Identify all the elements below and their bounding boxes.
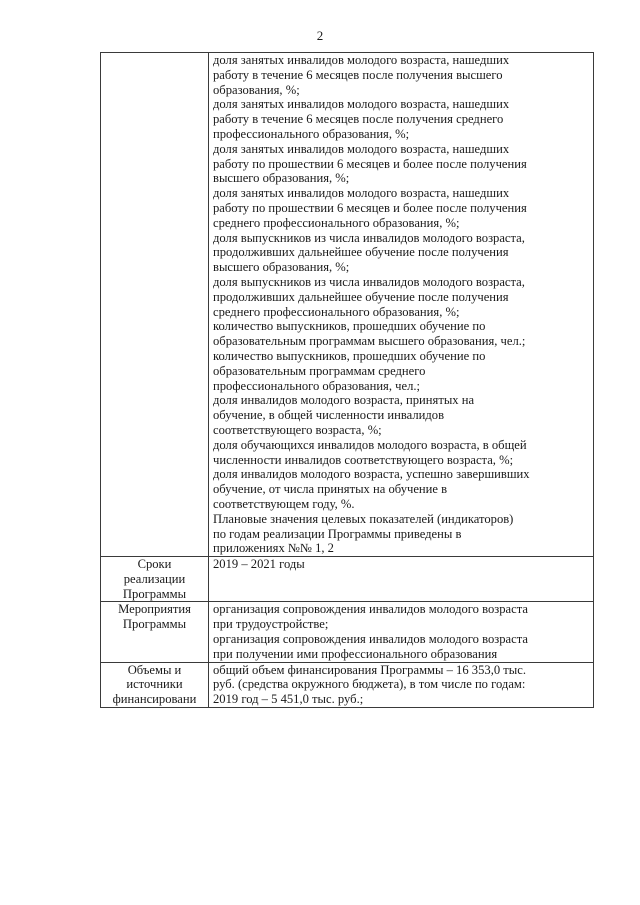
table-row-indicators: [101, 53, 594, 557]
indicator-line: доля выпускников из числа инвалидов молодого возраста,: [213, 230, 525, 245]
indicator-line: профессионального образования, чел.;: [213, 378, 420, 393]
indicators-label-cell: [101, 53, 209, 557]
indicator-line: соответствующего возраста, %;: [213, 422, 382, 437]
dates-label-cell: [101, 557, 209, 602]
indicator-line: доля выпускников из числа инвалидов молодого возраста,: [213, 274, 525, 289]
dates-label-line: Программы: [122, 586, 187, 601]
indicator-line: доля занятых инвалидов молодого возраста, нашедших: [213, 186, 510, 201]
indicator-line: образовательным программам высшего образования, чел.;: [213, 334, 526, 349]
indicator-line: доля занятых инвалидов молодого возраста, нашедших: [213, 53, 510, 67]
indicator-line: профессионального образования, %;: [213, 126, 410, 141]
indicator-line: продолживших дальнейшее обучение после получения: [213, 289, 509, 304]
indicator-line: продолживших дальнейшее обучение после получения: [213, 245, 509, 260]
indicator-line: работу в течение 6 месяцев после получения среднего: [213, 112, 504, 127]
indicators-content-cell: [209, 53, 594, 557]
events-line: при трудоустройстве;: [213, 617, 329, 632]
events-content-cell: [209, 602, 594, 662]
finance-line: общий объем финансирования Программы – 16 353,0 тыс.: [213, 662, 526, 677]
indicator-line: обучение, от числа принятых на обучение в: [213, 482, 448, 497]
indicator-line: соответствующем году, %.: [213, 496, 355, 511]
finance-label-line: финансировани: [112, 692, 197, 707]
dates-line: 2019 – 2021 годы: [213, 557, 305, 572]
indicator-line: образования, %;: [213, 82, 300, 97]
events-label-line: Мероприятия: [118, 602, 191, 617]
indicator-line: работу по прошествии 6 месяцев и более после получения: [213, 156, 527, 171]
indicator-line: образовательным программам среднего: [213, 363, 426, 378]
events-line: организация сопровождения инвалидов молодого возраста: [213, 602, 528, 617]
indicator-line: количество выпускников, прошедших обучение по: [213, 319, 486, 334]
indicator-line: высшего образования, %;: [213, 260, 350, 275]
indicator-line: обучение, в общей численности инвалидов: [213, 408, 445, 423]
finance-line: 2019 год – 5 451,0 тыс. руб.;: [213, 692, 364, 707]
finance-label-line: источники: [126, 677, 183, 692]
events-label-line: Программы: [122, 617, 187, 632]
indicator-line: среднего профессионального образования, %;: [213, 304, 460, 319]
dates-content-cell: [209, 557, 594, 602]
events-label-cell: [101, 602, 209, 662]
dates-label-line: реализации: [123, 571, 186, 586]
table-row-events: [101, 602, 594, 662]
dates-label-line: Сроки: [137, 557, 172, 572]
table-row-finance: [101, 662, 594, 707]
events-line: организация сопровождения инвалидов молодого возраста: [213, 632, 528, 647]
indicator-line: количество выпускников, прошедших обучение по: [213, 348, 486, 363]
indicator-line: доля занятых инвалидов молодого возраста, нашедших: [213, 97, 510, 112]
indicator-line: доля инвалидов молодого возраста, принятых на: [213, 393, 475, 408]
indicator-line: доля занятых инвалидов молодого возраста, нашедших: [213, 141, 510, 156]
indicator-line: доля обучающихся инвалидов молодого возраста, в общей: [213, 437, 527, 452]
finance-line: руб. (средства окружного бюджета), в том числе по годам:: [213, 677, 526, 692]
indicator-line: приложениях №№ 1, 2: [213, 541, 334, 556]
indicator-line: численности инвалидов соответствующего возраста, %;: [213, 452, 514, 467]
program-passport-table: [100, 52, 594, 708]
finance-label-line: Объемы и: [127, 662, 182, 677]
indicator-line: доля инвалидов молодого возраста, успешно завершивших: [213, 467, 530, 482]
indicator-line: по годам реализации Программы приведены в: [213, 526, 462, 541]
finance-content-cell: [209, 662, 594, 707]
page-number: 2: [316, 28, 324, 43]
indicator-line: работу по прошествии 6 месяцев и более после получения: [213, 200, 527, 215]
table-row-dates: [101, 557, 594, 602]
indicator-line: работу в течение 6 месяцев после получения высшего: [213, 67, 503, 82]
events-line: при получении ими профессионального образования: [213, 646, 498, 661]
indicator-line: среднего профессионального образования, %;: [213, 215, 460, 230]
finance-label-cell: [101, 662, 209, 707]
indicator-line: Плановые значения целевых показателей (индикаторов): [213, 511, 514, 526]
indicator-line: высшего образования, %;: [213, 171, 350, 186]
